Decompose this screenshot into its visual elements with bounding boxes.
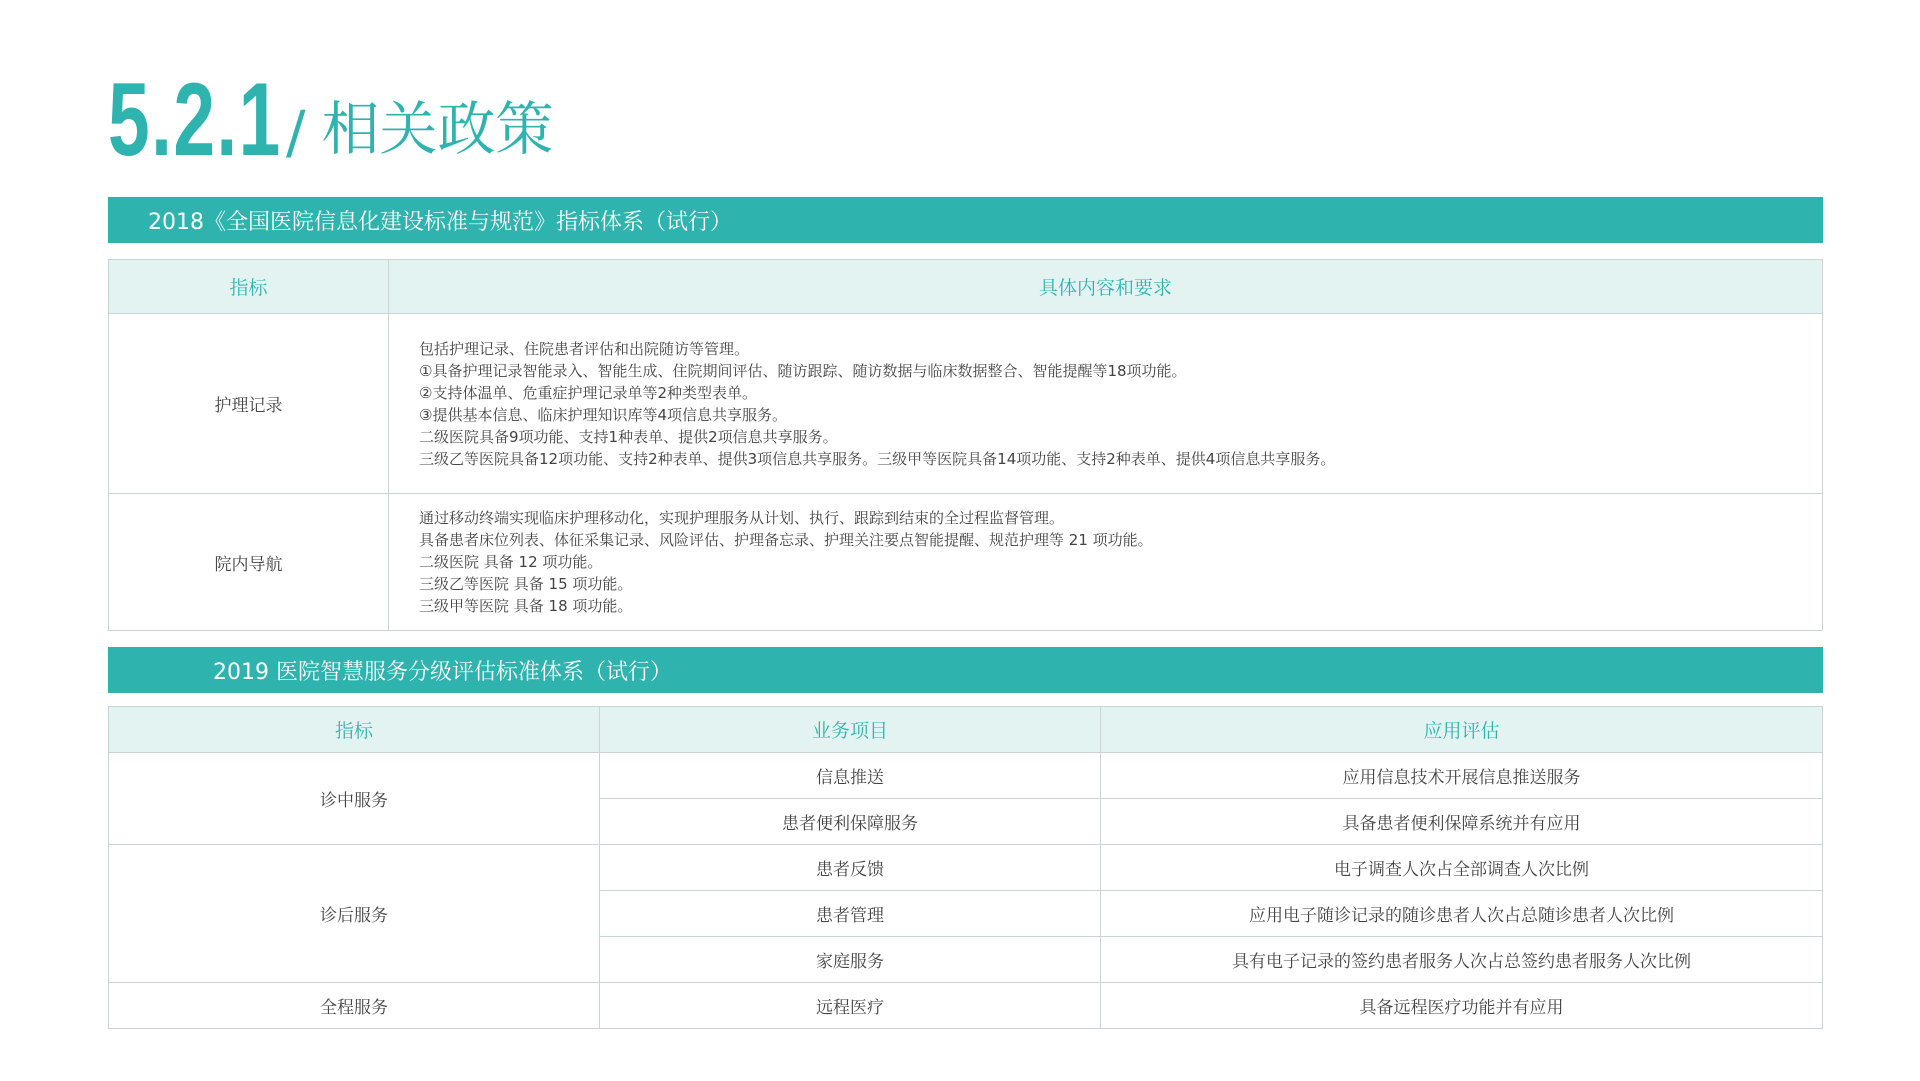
table-header-row xyxy=(109,707,1823,753)
section2-banner: 2019 医院智慧服务分级评估标准体系（试行） xyxy=(108,647,1823,693)
table-row xyxy=(109,494,1823,631)
content-line: 三级乙等医院具备12项功能、支持2种表单、提供3项信息共享服务。三级甲等医院具备14项功能、支持2种表单、提供4项信息共享服务。 xyxy=(419,449,1336,468)
table-row xyxy=(109,845,1823,891)
page-title xyxy=(108,62,554,178)
indicator-cell: 护理记录 xyxy=(109,314,389,494)
header-content: 具体内容和要求 xyxy=(389,260,1823,314)
project-cell: 家庭服务 xyxy=(600,937,1101,983)
header-project: 业务项目 xyxy=(600,707,1101,753)
evaluation-cell: 具有电子记录的签约患者服务人次占总签约患者服务人次比例 xyxy=(1101,937,1823,983)
table-header-row xyxy=(109,260,1823,314)
evaluation-cell: 具备远程医疗功能并有应用 xyxy=(1101,983,1823,1029)
content-line: 具备患者床位列表、体征采集记录、风险评估、护理备忘录、护理关注要点智能提醒、规范护理等 21 项功能。 xyxy=(419,531,1153,549)
standards-table-2018 xyxy=(108,259,1823,631)
indicator-cell: 诊后服务 xyxy=(109,845,600,983)
content-line: ③提供基本信息、临床护理知识库等4项信息共享服务。 xyxy=(419,405,787,424)
evaluation-table-2019 xyxy=(108,706,1823,1029)
content-line: 三级甲等医院 具备 18 项功能。 xyxy=(419,597,633,615)
evaluation-cell: 电子调查人次占全部调查人次比例 xyxy=(1101,845,1823,891)
indicator-cell: 全程服务 xyxy=(109,983,600,1029)
table-row xyxy=(109,753,1823,799)
indicator-cell: 院内导航 xyxy=(109,494,389,631)
project-cell: 信息推送 xyxy=(600,753,1101,799)
section1-banner: 2018《全国医院信息化建设标准与规范》指标体系（试行） xyxy=(108,197,1823,243)
content-line: 包括护理记录、住院患者评估和出院随访等管理。 xyxy=(419,339,750,358)
header-indicator: 指标 xyxy=(109,260,389,314)
table-row xyxy=(109,983,1823,1029)
content-line: 二级医院具备9项功能、支持1种表单、提供2项信息共享服务。 xyxy=(419,427,838,446)
project-cell: 远程医疗 xyxy=(600,983,1101,1029)
evaluation-cell: 应用信息技术开展信息推送服务 xyxy=(1101,753,1823,799)
section-title: 相关政策 xyxy=(321,95,554,163)
header-indicator: 指标 xyxy=(109,707,600,753)
header-evaluation: 应用评估 xyxy=(1101,707,1823,753)
evaluation-cell: 应用电子随诊记录的随诊患者人次占总随诊患者人次比例 xyxy=(1101,891,1823,937)
content-line: ②支持体温单、危重症护理记录单等2种类型表单。 xyxy=(419,383,757,402)
section-number: 5.2.1 xyxy=(108,62,282,178)
project-cell: 患者便利保障服务 xyxy=(600,799,1101,845)
project-cell: 患者反馈 xyxy=(600,845,1101,891)
title-slash: / xyxy=(286,98,306,166)
content-line: 通过移动终端实现临床护理移动化，实现护理服务从计划、执行、跟踪到结束的全过程监督管理。 xyxy=(419,509,1065,527)
content-cell xyxy=(389,314,1823,494)
project-cell: 患者管理 xyxy=(600,891,1101,937)
table-row xyxy=(109,314,1823,494)
content-line: 三级乙等医院 具备 15 项功能。 xyxy=(419,575,633,593)
indicator-cell: 诊中服务 xyxy=(109,753,600,845)
content-line: ①具备护理记录智能录入、智能生成、住院期间评估、随访跟踪、随访数据与临床数据整合、智能提醒等18项功能。 xyxy=(419,361,1187,380)
evaluation-cell: 具备患者便利保障系统并有应用 xyxy=(1101,799,1823,845)
content-cell xyxy=(389,494,1823,631)
content-line: 二级医院 具备 12 项功能。 xyxy=(419,553,603,571)
